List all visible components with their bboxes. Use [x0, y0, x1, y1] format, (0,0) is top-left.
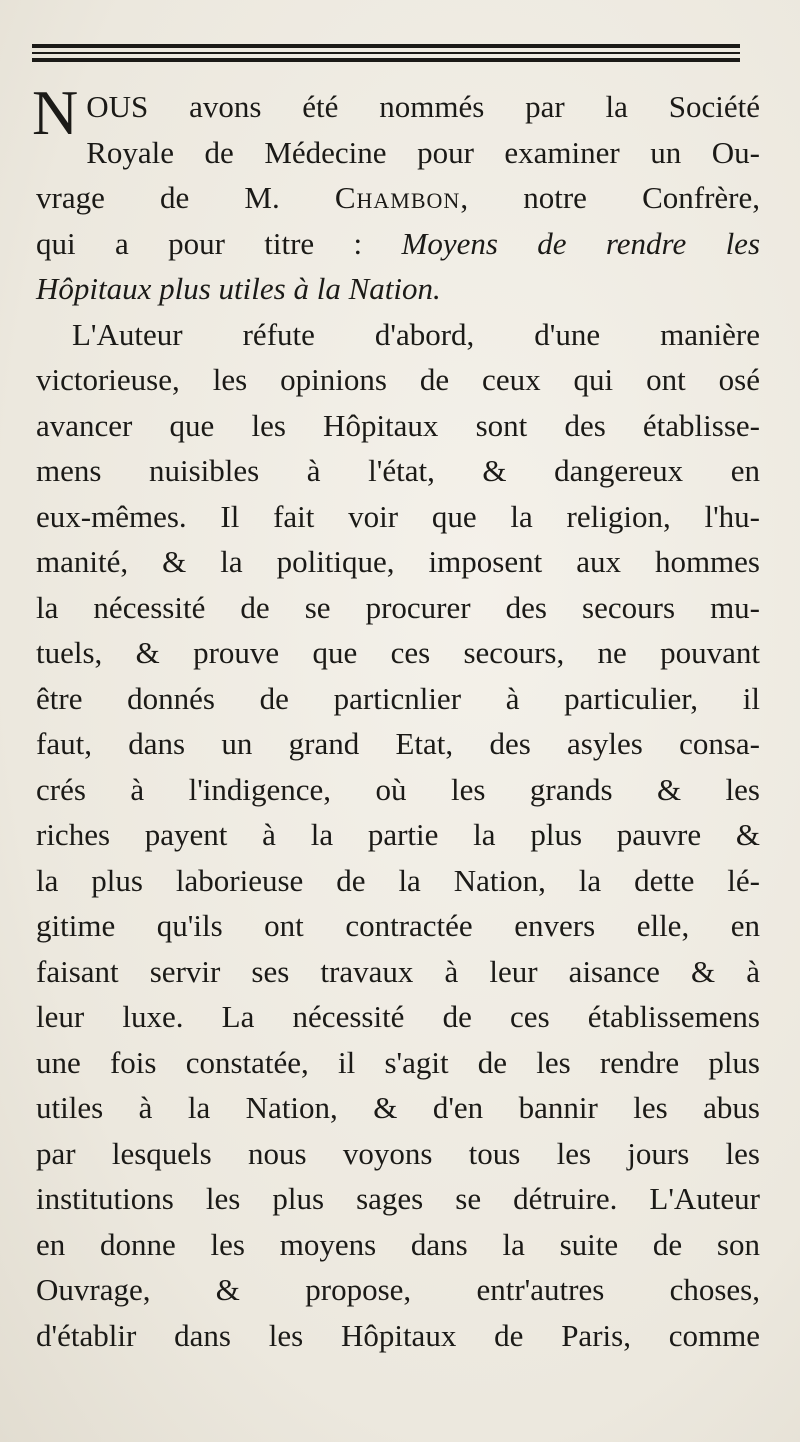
text-line: utiles à la Nation, & d'en bannir les abus — [36, 1090, 760, 1125]
text-line: gitime qu'ils ont contractée envers elle, en — [36, 908, 760, 943]
text-line: eux-mêmes. Il fait voir que la religion, l'hu- — [36, 498, 760, 534]
text-line: leur luxe. La nécessité de ces établissemens — [36, 999, 760, 1034]
author-name: Chambon — [334, 180, 461, 215]
text-line: une fois constatée, il s'agit de les rendre plus — [36, 1044, 760, 1080]
text-line: Royale de Médecine pour examiner un Ou- — [86, 134, 760, 170]
text-line: être donnés de particnlier à particulier, il — [36, 680, 760, 716]
text-line: victorieuse, les opinions de ceux qui ont osé — [36, 362, 760, 397]
text-line: riches payent à la partie la plus pauvre & — [36, 817, 760, 852]
text-line: faisant servir ses travaux à leur aisance & à — [36, 953, 760, 989]
header-rule-thin — [32, 52, 740, 54]
drop-cap: N — [32, 77, 79, 148]
text-line: la nécessité de se procurer des secours mu- — [36, 589, 760, 625]
text-line: OUS avons été nommés par la Société — [86, 89, 760, 124]
text-line: faut, dans un grand Etat, des asyles consa- — [36, 726, 760, 761]
text-line: Ouvrage, & propose, entr'autres choses, — [36, 1272, 760, 1307]
text-line: avancer que les Hôpitaux sont des établisse- — [36, 407, 760, 443]
text-line: par lesquels nous voyons tous les jours les — [36, 1135, 760, 1171]
header-rule-thick-bottom — [32, 58, 740, 62]
text-line: institutions les plus sages se détruire. L'Auteur — [36, 1181, 760, 1216]
text-line: d'établir dans les Hôpitaux de Paris, comme — [36, 1317, 760, 1353]
text-line: qui a pour titre : Moyens de rendre les — [36, 225, 761, 261]
paragraph-start: L'Auteur réfute d'abord, d'une manière — [72, 316, 760, 352]
book-title-italic: Moyens de rendre les — [401, 225, 761, 261]
text-line: Hôpitaux plus utiles à la Nation. — [36, 271, 441, 306]
body-text — [32, 77, 761, 1358]
header-rule-thick-top — [32, 44, 740, 48]
text-line: la plus laborieuse de la Nation, la dette lé- — [36, 862, 760, 898]
text-line: manité, & la politique, imposent aux hommes — [36, 544, 760, 579]
text-line: en donne les moyens dans la suite de son — [36, 1226, 760, 1262]
text-line: mens nuisibles à l'état, & dangereux en — [36, 453, 760, 488]
text-line: tuels, & prouve que ces secours, ne pouvant — [36, 635, 760, 670]
text-line: vrage de M. Chambon, notre Confrère, — [36, 180, 760, 215]
text-line: crés à l'indigence, où les grands & les — [36, 771, 760, 807]
